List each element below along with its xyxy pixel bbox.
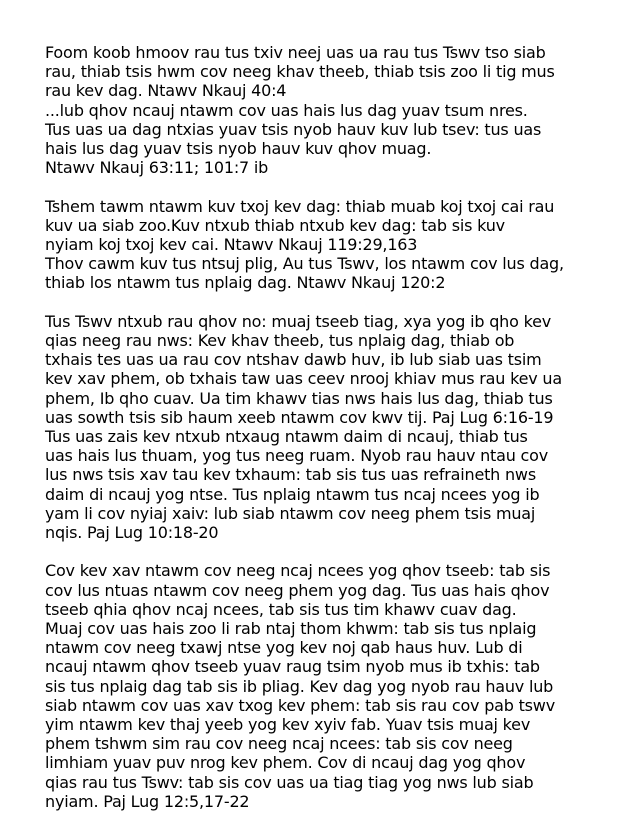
text-line: Tus uas zais kev ntxub ntxaug ntawm daim di ncauj, thiab tus: [45, 427, 528, 447]
text-line: cov lus ntuas ntawm cov neeg phem yog dag. Tus uas hais qhov: [45, 580, 550, 600]
text-line: qias neeg rau nws: Kev khav theeb, tus nplaig dag, thiab ob: [45, 331, 515, 351]
text-line: txhais tes uas ua rau cov ntshav dawb huv, ib lub siab uas tsim: [45, 350, 542, 370]
text-line: lus nws tsis xav tau kev txhaum: tab sis tus uas refraineth nws: [45, 465, 536, 485]
text-line: nyiam. Paj Lug 12:5,17-22: [45, 791, 250, 811]
text-line: rau kev dag. Ntawv Nkauj 40:4: [45, 81, 287, 101]
text-line: yim ntawm kev thaj yeeb yog kev xyiv fab. Yuav tsis muaj kev: [45, 715, 531, 735]
text-line: ...lub qhov ncauj ntawm cov uas hais lus dag yuav tsum nres.: [45, 100, 528, 120]
text-line: Tus uas ua dag ntxias yuav tsis nyob hauv kuv lub tsev: tus uas: [45, 119, 542, 139]
text-line: nyiam koj txoj kev cai. Ntawv Nkauj 119:29,163: [45, 235, 418, 255]
paragraph: [45, 561, 610, 811]
text-line: rau, thiab tsis hwm cov neeg khav theeb, thiab tsis zoo li tig mus: [45, 62, 555, 82]
text-line: Muaj cov uas hais zoo li rab ntaj thom khwm: tab sis tus nplaig: [45, 619, 537, 639]
text-line: kuv ua siab zoo.Kuv ntxub thiab ntxub kev dag: tab sis kuv: [45, 215, 505, 235]
paragraph-spacer: [45, 177, 610, 196]
text-line: Tus Tswv ntxub rau qhov no: muaj tseeb tiag, xya yog ib qho kev: [45, 311, 551, 331]
text-line: Thov cawm kuv tus ntsuj plig, Au tus Tswv, los ntawm cov lus dag,: [45, 254, 564, 274]
text-line: hais lus dag yuav tsis nyob hauv kuv qhov muag.: [45, 139, 432, 159]
text-line: siab ntawm cov uas xav txog kev phem: tab sis rau cov pab tswv: [45, 695, 555, 715]
paragraph: [45, 312, 610, 542]
paragraph: [45, 197, 610, 293]
text-line: uas hais lus thuam, yog tus neeg ruam. Nyob rau hauv ntau cov: [45, 446, 549, 466]
text-line: limhiam yuav puv nrog kev phem. Cov di ncauj dag yog qhov: [45, 753, 526, 773]
text-line: ntawm cov neeg txawj ntse yog kev noj qab haus huv. Lub di: [45, 638, 523, 658]
text-line: uas sowth tsis sib haum xeeb ntawm cov kwv tij. Paj Lug 6:16-19: [45, 407, 554, 427]
text-line: sis tus nplaig dag tab sis ib pliag. Kev dag yog nyob rau hauv lub: [45, 676, 554, 696]
paragraph: [45, 43, 610, 177]
text-line: Foom koob hmoov rau tus txiv neej uas ua rau tus Tswv tso siab: [45, 43, 546, 62]
text-line: phem tshwm sim rau cov neeg ncaj ncees: tab sis cov neeg: [45, 734, 513, 754]
text-line: qias rau tus Tswv: tab sis cov uas ua tiag tiag yog nws lub siab: [45, 772, 534, 792]
text-line: phem, Ib qho cuav. Ua tim khawv tias nws hais lus dag, thiab tus: [45, 388, 553, 408]
text-line: Ntawv Nkauj 63:11; 101:7 ib: [45, 158, 269, 178]
text-line: tseeb qhia qhov ncaj ncees, tab sis tus tim khawv cuav dag.: [45, 599, 517, 619]
text-line: thiab los ntawm tus nplaig dag. Ntawv Nkauj 120:2: [45, 273, 446, 293]
paragraph-spacer: [45, 293, 610, 312]
text-line: nqis. Paj Lug 10:18-20: [45, 523, 219, 543]
paragraph-spacer: [45, 542, 610, 561]
text-line: ncauj ntawm qhov tseeb yuav raug tsim nyob mus ib txhis: tab: [45, 657, 540, 677]
text-line: daim di ncauj yog ntse. Tus nplaig ntawm tus ncaj ncees yog ib: [45, 484, 540, 504]
text-line: kev xav phem, ob txhais taw uas ceev nrooj khiav mus rau kev ua: [45, 369, 562, 389]
text-line: yam li cov nyiaj xaiv: lub siab ntawm cov neeg phem tsis muaj: [45, 503, 536, 523]
text-line: Tshem tawm ntawm kuv txoj kev dag: thiab muab koj txoj cai rau: [45, 196, 555, 216]
text-line: Cov kev xav ntawm cov neeg ncaj ncees yog qhov tseeb: tab sis: [45, 561, 551, 581]
document-page: [45, 43, 610, 811]
